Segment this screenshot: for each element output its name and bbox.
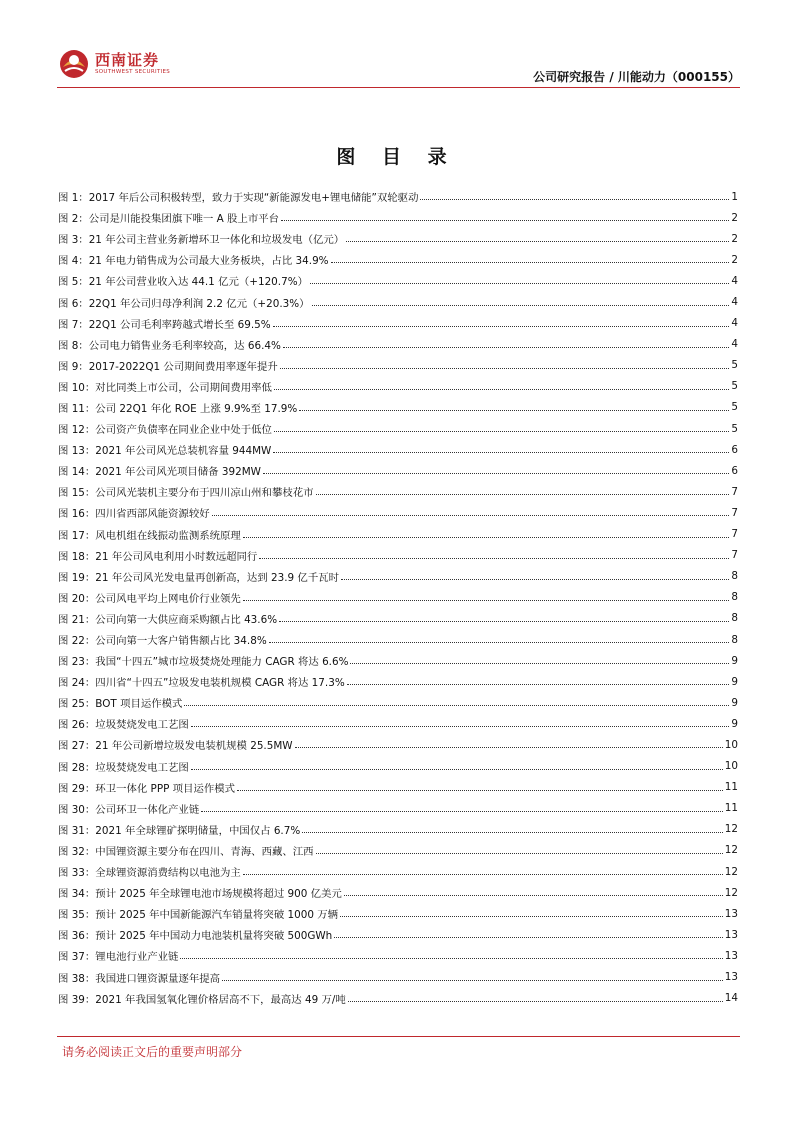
toc-leader-dots [347, 684, 730, 685]
toc-entry-label[interactable]: 图 9：2017-2022Q1 公司期间费用率逐年提升 [58, 360, 278, 373]
toc-entry-page[interactable]: 8 [731, 570, 738, 583]
toc-leader-dots [340, 916, 723, 917]
toc-entry-label[interactable]: 图 36：预计 2025 年中国动力电池装机量将突破 500GWh [58, 930, 333, 943]
toc-entry-label[interactable]: 图 32：中国锂资源主要分布在四川、青海、西藏、江西 [58, 845, 314, 858]
toc-entry-page[interactable]: 7 [731, 528, 738, 541]
toc-leader-dots [279, 621, 729, 622]
toc-entry-label[interactable]: 图 17：风电机组在线振动监测系统原理 [58, 529, 241, 542]
toc-leader-dots [420, 199, 729, 200]
toc-entry-label[interactable]: 图 3：21 年公司主营业务新增环卫一体化和垃圾发电（亿元） [58, 234, 345, 247]
toc-entry-label[interactable]: 图 8：公司电力销售业务毛利率较高，达 66.4% [58, 339, 281, 352]
toc-entry-page[interactable]: 13 [724, 949, 738, 962]
company-logo [57, 46, 197, 82]
toc-leader-dots [191, 726, 730, 727]
toc-entry[interactable] [58, 903, 738, 924]
toc-entry-page[interactable]: 8 [731, 591, 738, 604]
toc-entry-label[interactable]: 图 33：全球锂资源消费结构以电池为主 [58, 867, 241, 880]
toc-entry-label[interactable]: 图 25：BOT 项目运作模式 [58, 698, 183, 711]
toc-leader-dots [280, 368, 730, 369]
toc-entry-label[interactable]: 图 13：2021 年公司风光总装机容量 944MW [58, 445, 272, 458]
toc-leader-dots [281, 220, 729, 221]
toc-entry-page[interactable]: 7 [731, 549, 738, 562]
toc-entry-label[interactable]: 图 35：预计 2025 年中国新能源汽车销量将突破 1000 万辆 [58, 909, 339, 922]
toc-entry-label[interactable]: 图 39：2021 年我国氢氧化锂价格居高不下，最高达 49 万/吨 [58, 993, 346, 1006]
toc-entry-label[interactable]: 图 16：四川省西部风能资源较好 [58, 508, 210, 521]
toc-leader-dots [302, 832, 723, 833]
toc-entry-page[interactable]: 7 [731, 485, 738, 498]
toc-leader-dots [191, 769, 723, 770]
toc-entry-page[interactable]: 9 [731, 696, 738, 709]
toc-entry[interactable] [58, 882, 738, 903]
toc-entry-label[interactable]: 图 19：21 年公司风光发电量再创新高，达到 23.9 亿千瓦时 [58, 571, 339, 584]
toc-entry[interactable] [58, 524, 738, 545]
toc-leader-dots [299, 410, 729, 411]
toc-entry-page[interactable]: 8 [731, 633, 738, 646]
figure-toc-list [58, 186, 738, 1009]
toc-entry-page[interactable]: 8 [731, 612, 738, 625]
toc-entry-label[interactable]: 图 22：公司向第一大客户销售额占比 34.8% [58, 635, 267, 648]
toc-entry-page[interactable]: 4 [731, 338, 738, 351]
toc-entry[interactable] [58, 249, 738, 270]
toc-leader-dots [273, 326, 730, 327]
toc-entry[interactable] [58, 798, 738, 819]
toc-entry-page[interactable]: 2 [731, 211, 738, 224]
toc-leader-dots [212, 515, 730, 516]
toc-entry[interactable] [58, 376, 738, 397]
toc-entry-page[interactable]: 12 [724, 886, 738, 899]
toc-entry-page[interactable]: 7 [731, 506, 738, 519]
toc-entry-page[interactable]: 5 [731, 380, 738, 393]
toc-leader-dots [348, 1001, 723, 1002]
toc-entry[interactable] [58, 861, 738, 882]
toc-entry[interactable] [58, 629, 738, 650]
toc-leader-dots [180, 958, 722, 959]
toc-entry-label[interactable]: 图 10：对比同类上市公司，公司期间费用率低 [58, 381, 272, 394]
footer-divider [57, 1036, 740, 1037]
toc-leader-dots [184, 705, 729, 706]
toc-leader-dots [346, 241, 729, 242]
logo-emblem-icon [59, 49, 89, 79]
toc-entry-page[interactable]: 12 [724, 823, 738, 836]
toc-entry[interactable] [58, 924, 738, 945]
toc-entry[interactable] [58, 713, 738, 734]
toc-entry-label[interactable]: 图 21：公司向第一大供应商采购额占比 43.6% [58, 613, 278, 626]
toc-entry-label[interactable]: 图 23：我国“十四五”城市垃圾焚烧处理能力 CAGR 将达 6.6% [58, 656, 349, 669]
toc-heading: 图 目 录 [336, 146, 457, 168]
toc-entry-page[interactable]: 9 [731, 717, 738, 730]
toc-entry[interactable] [58, 756, 738, 777]
toc-leader-dots [243, 537, 730, 538]
toc-entry-page[interactable]: 4 [731, 296, 738, 309]
toc-leader-dots [243, 874, 723, 875]
footer-disclaimer: 请务必阅读正文后的重要声明部分 [62, 1045, 243, 1059]
toc-entry[interactable] [58, 988, 738, 1009]
toc-entry-label[interactable]: 图 12：公司资产负债率在同业企业中处于低位 [58, 424, 272, 437]
toc-entry-page[interactable]: 6 [731, 443, 738, 456]
toc-entry[interactable] [58, 228, 738, 249]
toc-entry[interactable] [58, 270, 738, 291]
toc-entry-label[interactable]: 图 28：垃圾焚烧发电工艺图 [58, 761, 189, 774]
toc-entry-label[interactable]: 图 6：22Q1 年公司归母净利润 2.2 亿元（+20.3%） [58, 297, 310, 310]
toc-entry-label[interactable]: 图 11：公司 22Q1 年化 ROE 上涨 9.9%至 17.9% [58, 402, 298, 415]
toc-entry-page[interactable]: 11 [724, 781, 738, 794]
toc-leader-dots [350, 663, 729, 664]
toc-entry-label[interactable]: 图 14：2021 年公司风光项目储备 392MW [58, 466, 261, 479]
toc-entry-page[interactable]: 1 [731, 190, 738, 203]
toc-entry-page[interactable]: 12 [724, 865, 738, 878]
toc-entry[interactable] [58, 777, 738, 798]
toc-entry-page[interactable]: 13 [724, 907, 738, 920]
toc-leader-dots [316, 494, 730, 495]
toc-entry-label[interactable]: 图 26：垃圾焚烧发电工艺图 [58, 719, 189, 732]
toc-leader-dots [222, 980, 723, 981]
toc-entry-label[interactable]: 图 18：21 年公司风电利用小时数远超同行 [58, 550, 258, 563]
toc-entry[interactable] [58, 608, 738, 629]
toc-leader-dots [243, 600, 730, 601]
toc-entry-label[interactable]: 图 1：2017 年后公司积极转型，致力于实现“新能源发电+锂电储能”双轮驱动 [58, 192, 419, 205]
toc-entry[interactable] [58, 481, 738, 502]
toc-entry[interactable] [58, 819, 738, 840]
toc-leader-dots [344, 895, 723, 896]
toc-entry-page[interactable]: 5 [731, 359, 738, 372]
toc-entry[interactable] [58, 313, 738, 334]
toc-entry-page[interactable]: 14 [724, 992, 738, 1005]
toc-entry-page[interactable]: 4 [731, 274, 738, 287]
toc-leader-dots [269, 642, 730, 643]
toc-entry-label[interactable]: 图 20：公司风电平均上网电价行业领先 [58, 592, 241, 605]
toc-entry[interactable] [58, 945, 738, 966]
toc-leader-dots [283, 347, 730, 348]
toc-entry[interactable] [58, 840, 738, 861]
toc-entry[interactable] [58, 355, 738, 376]
toc-leader-dots [259, 558, 729, 559]
toc-entry-page[interactable]: 6 [731, 464, 738, 477]
toc-entry-page[interactable]: 12 [724, 844, 738, 857]
toc-entry[interactable] [58, 966, 738, 987]
toc-entry[interactable] [58, 418, 738, 439]
toc-entry-page[interactable]: 5 [731, 422, 738, 435]
toc-leader-dots [334, 937, 723, 938]
toc-leader-dots [312, 305, 730, 306]
toc-leader-dots [295, 747, 723, 748]
toc-entry[interactable] [58, 587, 738, 608]
toc-entry[interactable] [58, 334, 738, 355]
report-header-title: 公司研究报告 / 川能动力（000155） [533, 70, 740, 84]
logo-chinese-text: 西南证券 [95, 51, 160, 69]
toc-entry[interactable] [58, 186, 738, 207]
toc-leader-dots [310, 283, 729, 284]
toc-entry-label[interactable]: 图 31：2021 年全球锂矿探明储量，中国仅占 6.7% [58, 824, 301, 837]
toc-entry[interactable] [58, 692, 738, 713]
toc-leader-dots [273, 452, 729, 453]
toc-entry[interactable] [58, 650, 738, 671]
toc-entry-label[interactable]: 图 2：公司是川能投集团旗下唯一 A 股上市平台 [58, 213, 280, 226]
toc-leader-dots [331, 262, 730, 263]
toc-entry-label[interactable]: 图 4：21 年电力销售成为公司最大业务板块，占比 34.9% [58, 255, 329, 268]
logo-english-text: SOUTHWEST SECURITIES [95, 69, 171, 75]
toc-entry[interactable] [58, 460, 738, 481]
toc-entry-label[interactable]: 图 30：公司环卫一体化产业链 [58, 803, 200, 816]
toc-leader-dots [201, 811, 723, 812]
toc-entry[interactable] [58, 207, 738, 228]
toc-entry-page[interactable]: 13 [724, 928, 738, 941]
toc-entry[interactable] [58, 397, 738, 418]
toc-leader-dots [316, 853, 723, 854]
toc-leader-dots [341, 579, 729, 580]
toc-entry-page[interactable]: 10 [724, 738, 738, 751]
toc-leader-dots [274, 431, 729, 432]
toc-entry-page[interactable]: 2 [731, 232, 738, 245]
toc-entry-page[interactable]: 5 [731, 401, 738, 414]
toc-entry-page[interactable]: 9 [731, 654, 738, 667]
toc-entry-label[interactable]: 图 15：公司风光装机主要分布于四川凉山州和攀枝花市 [58, 487, 314, 500]
toc-leader-dots [274, 389, 729, 390]
toc-entry-page[interactable]: 13 [724, 971, 738, 984]
toc-entry-label[interactable]: 图 37：锂电池行业产业链 [58, 951, 179, 964]
toc-entry-page[interactable]: 11 [724, 802, 738, 815]
toc-entry-page[interactable]: 9 [731, 675, 738, 688]
toc-entry[interactable] [58, 671, 738, 692]
toc-entry[interactable] [58, 566, 738, 587]
toc-entry-label[interactable]: 图 27：21 年公司新增垃圾发电装机规模 25.5MW [58, 740, 293, 753]
toc-entry-label[interactable]: 图 7：22Q1 公司毛利率跨越式增长至 69.5% [58, 318, 271, 331]
toc-entry-label[interactable]: 图 24：四川省“十四五”垃圾发电装机规模 CAGR 将达 17.3% [58, 677, 345, 690]
page-header [57, 46, 740, 88]
toc-entry-label[interactable]: 图 5：21 年公司营业收入达 44.1 亿元（+120.7%） [58, 276, 308, 289]
toc-entry[interactable] [58, 502, 738, 523]
toc-entry-label[interactable]: 图 34：预计 2025 年全球锂电池市场规模将超过 900 亿美元 [58, 888, 342, 901]
toc-entry-page[interactable]: 10 [724, 760, 738, 773]
toc-entry-page[interactable]: 4 [731, 317, 738, 330]
toc-entry-label[interactable]: 图 38：我国进口锂资源量逐年提高 [58, 972, 220, 985]
toc-entry[interactable] [58, 439, 738, 460]
toc-entry-page[interactable]: 2 [731, 253, 738, 266]
toc-leader-dots [237, 790, 723, 791]
toc-entry-label[interactable]: 图 29：环卫一体化 PPP 项目运作模式 [58, 782, 236, 795]
toc-entry[interactable] [58, 734, 738, 755]
header-divider [57, 87, 740, 88]
toc-leader-dots [263, 473, 729, 474]
toc-entry[interactable] [58, 545, 738, 566]
toc-entry[interactable] [58, 291, 738, 312]
